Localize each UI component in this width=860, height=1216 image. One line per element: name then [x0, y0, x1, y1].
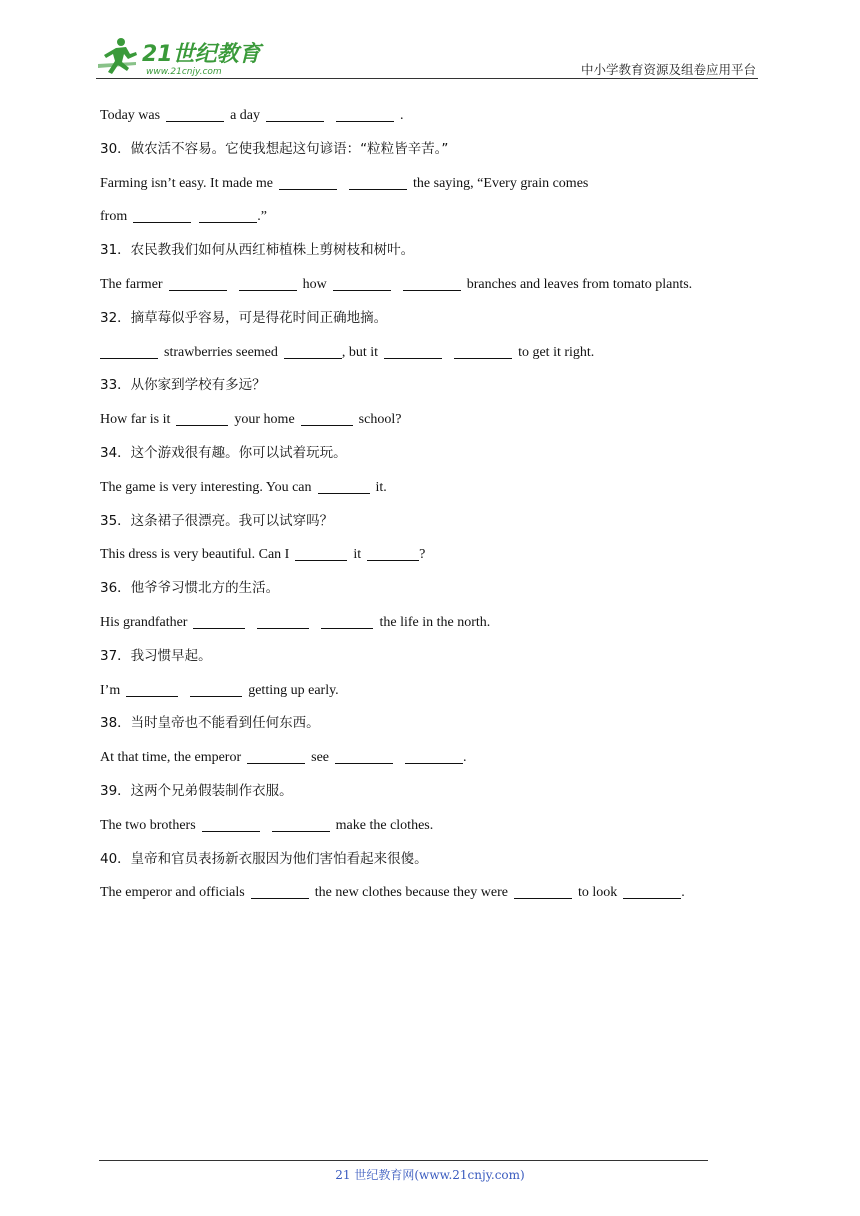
footer-text: 21 世纪教育网(www.21cnjy.com)	[335, 1168, 525, 1182]
blank[interactable]	[336, 107, 394, 122]
header-divider	[96, 78, 758, 79]
question-38: 38．当时皇帝也不能看到任何东西。	[100, 715, 320, 732]
answer-line-31: The farmer how branches and leaves from tomato plants.	[100, 276, 693, 292]
header-platform-text: 中小学教育资源及组卷应用平台	[580, 62, 756, 77]
blank[interactable]	[284, 344, 342, 359]
blank[interactable]	[202, 817, 260, 832]
answer-line-37: I’m getting up early.	[100, 682, 339, 698]
blank[interactable]	[239, 276, 297, 291]
answer-line-30a: Farming isn’t easy. It made me the saying, “Every grain comes	[100, 175, 589, 191]
answer-line-36: His grandfather the life in the north.	[100, 614, 491, 630]
blank[interactable]	[176, 411, 228, 426]
blank[interactable]	[193, 614, 245, 629]
blank[interactable]	[318, 479, 370, 494]
answer-line-32: strawberries seemed , but it to get it right.	[100, 336, 760, 370]
svg-text:www.21cnjy.com: www.21cnjy.com	[146, 67, 222, 77]
question-37: 37．我习惯早起。	[100, 647, 212, 664]
blank[interactable]	[333, 276, 391, 291]
question-40: 40．皇帝和官员表扬新衣服因为他们害怕看起来很傻。	[100, 850, 428, 867]
answer-line-29: Today was a day .	[100, 108, 404, 123]
question-30: 30．做农活不容易。它使我想起这句谚语：“粒粒皆辛苦。”	[100, 140, 449, 157]
blank[interactable]	[190, 682, 242, 697]
question-36: 36．他爷爷习惯北方的生活。	[100, 580, 280, 597]
blank[interactable]	[367, 546, 419, 561]
blank[interactable]	[199, 208, 257, 223]
blank[interactable]	[166, 107, 224, 122]
question-33: 33．从你家到学校有多远？	[100, 377, 266, 394]
question-39: 39．这两个兄弟假装制作衣服。	[100, 782, 293, 799]
blank[interactable]	[321, 614, 373, 629]
answer-line-38: At that time, the emperor see .	[100, 750, 467, 766]
blank[interactable]	[169, 276, 227, 291]
blank[interactable]	[126, 682, 178, 697]
blank[interactable]	[349, 175, 407, 190]
blank[interactable]	[247, 749, 305, 764]
blank[interactable]	[335, 749, 393, 764]
blank[interactable]	[405, 749, 463, 764]
blank[interactable]	[133, 208, 191, 223]
blank[interactable]	[295, 546, 347, 561]
answer-line-35: This dress is very beautiful. Can I it ?	[100, 547, 426, 563]
blank[interactable]	[623, 884, 681, 899]
blank[interactable]	[251, 884, 309, 899]
blank[interactable]	[272, 817, 330, 832]
page-header	[96, 34, 756, 80]
question-34: 34．这个游戏很有趣。你可以试着玩玩。	[100, 444, 347, 461]
footer-divider	[99, 1160, 708, 1161]
blank[interactable]	[514, 884, 572, 899]
blank[interactable]	[257, 614, 309, 629]
blank[interactable]	[454, 344, 512, 359]
blank[interactable]	[384, 344, 442, 359]
answer-line-33: How far is it your home school?	[100, 412, 402, 428]
blank[interactable]	[403, 276, 461, 291]
exercise-content	[100, 99, 760, 910]
answer-line-40: The emperor and officials the new clothes because they were to look .	[100, 885, 685, 901]
question-32: 32．摘草莓似乎容易，可是得花时间正确地摘。	[100, 309, 388, 326]
question-35: 35．这条裙子很漂亮。我可以试穿吗？	[100, 512, 334, 529]
svg-text:21世纪教育: 21世纪教育	[142, 42, 261, 67]
answer-line-39: The two brothers make the clothes.	[100, 817, 434, 833]
blank[interactable]	[266, 107, 324, 122]
question-31: 31．农民教我们如何从西红柿植株上剪树枝和树叶。	[100, 242, 415, 259]
blank[interactable]	[100, 344, 158, 359]
answer-line-34: The game is very interesting. You can it.	[100, 479, 387, 495]
blank[interactable]	[301, 411, 353, 426]
answer-line-30b: from .”	[100, 209, 267, 225]
logo-21cnjy	[96, 34, 266, 80]
blank[interactable]	[279, 175, 337, 190]
